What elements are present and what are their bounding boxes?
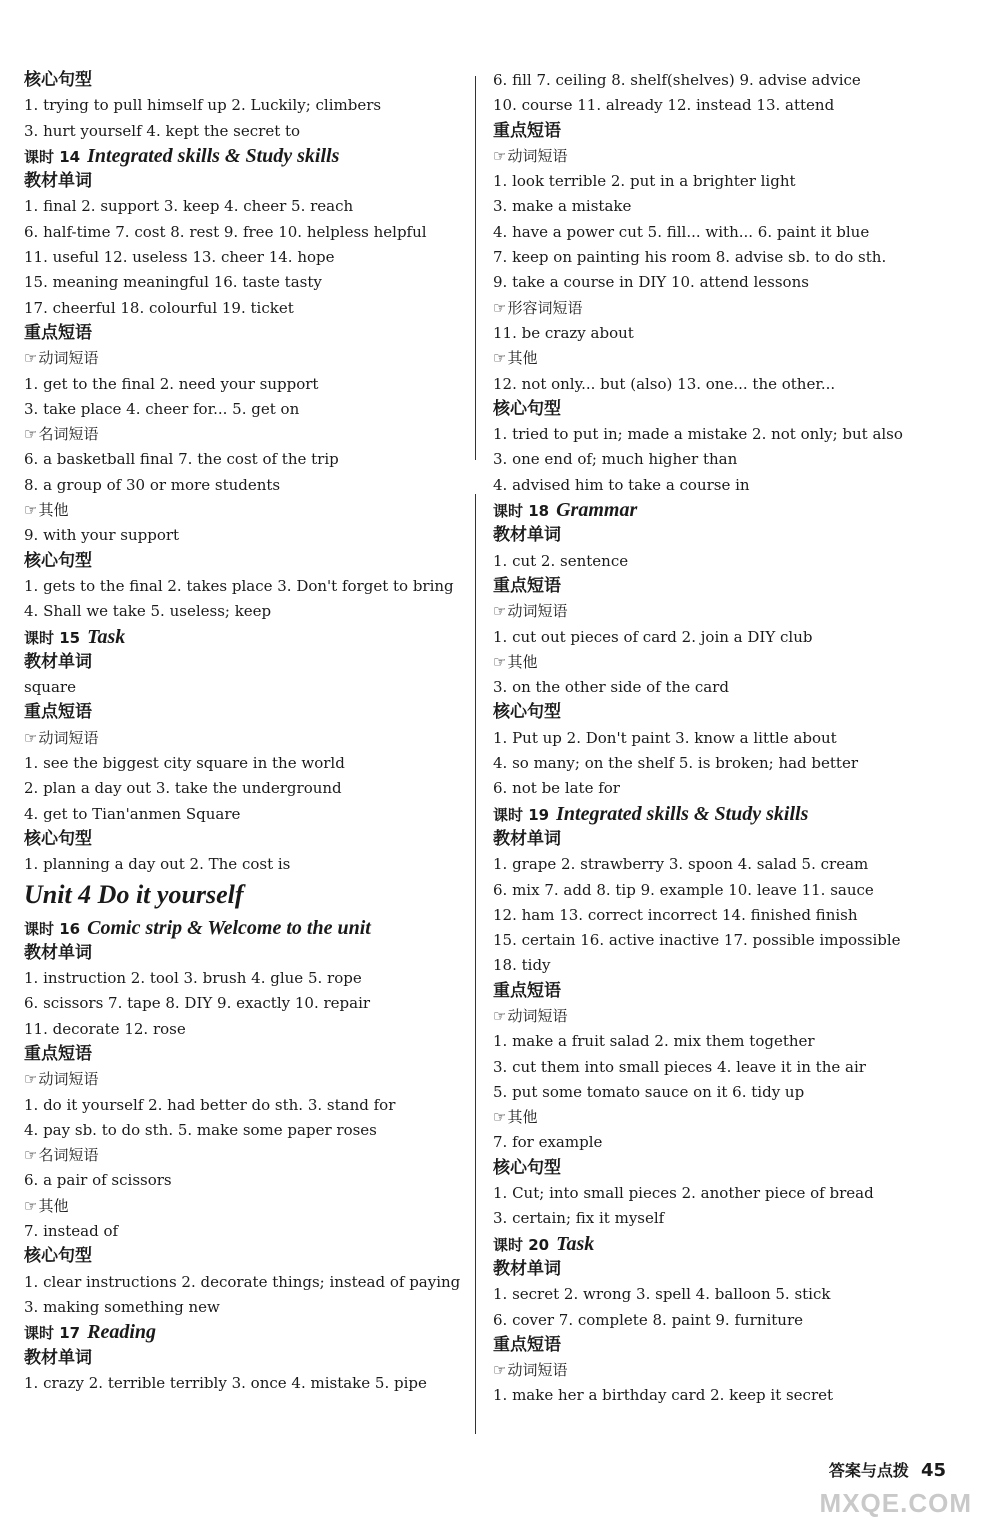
lesson-name: Task xyxy=(556,1232,595,1255)
lesson-name: Integrated skills & Study skills xyxy=(87,144,340,167)
pointing-hand-icon: ☞ xyxy=(493,1108,507,1127)
answer-line: 9. take a course in DIY 10. attend lessons xyxy=(493,273,809,292)
pointing-hand-icon: ☞ xyxy=(24,1070,38,1089)
answer-line: 17. cheerful 18. colourful 19. ticket xyxy=(24,298,294,317)
answer-line: 3. take place 4. cheer for... 5. get on xyxy=(24,399,300,418)
lesson-label: 课时 17 xyxy=(24,1324,81,1343)
section-heading: 核心句型 xyxy=(24,828,92,849)
lesson-title xyxy=(24,916,464,941)
answer-line: 10. course 11. already 12. instead 13. attend xyxy=(493,96,835,115)
subsection-heading xyxy=(24,1194,464,1219)
section-heading: 核心句型 xyxy=(24,70,92,90)
answer-line: 3. on the other side of the card xyxy=(493,678,729,697)
answer-line: 15. certain 16. active inactive 17. possible impossible xyxy=(493,931,901,950)
answer-line: 1. look terrible 2. put in a brighter light xyxy=(493,172,796,191)
answer-line: 3. one end of; much higher than xyxy=(493,450,738,469)
section-heading: 教材单词 xyxy=(493,525,561,546)
answer-line: 18. tidy xyxy=(493,956,551,975)
subsection-heading xyxy=(493,346,963,371)
section-heading: 重点短语 xyxy=(493,1334,561,1355)
answer-line: 4. get to Tian'anmen Square xyxy=(24,804,241,823)
lesson-title xyxy=(493,498,963,523)
subsection-heading xyxy=(493,599,963,624)
lesson-label: 课时 15 xyxy=(24,628,81,647)
pointing-hand-icon: ☞ xyxy=(493,298,507,317)
answer-line: 1. secret 2. wrong 3. spell 4. balloon 5. stick xyxy=(493,1285,831,1304)
answer-line: 1. get to the final 2. need your support xyxy=(24,374,319,393)
lesson-name: Grammar xyxy=(556,499,638,522)
answer-line: 3. hurt yourself 4. kept the secret to xyxy=(24,121,301,140)
section-heading: 教材单词 xyxy=(24,651,92,672)
pointing-hand-icon: ☞ xyxy=(493,1361,507,1380)
answer-line: 6. mix 7. add 8. tip 9. example 10. leave 11. sauce xyxy=(493,880,874,899)
subsection-heading xyxy=(24,1067,464,1092)
section-heading: 重点短语 xyxy=(493,575,561,596)
answer-line: 1. gets to the final 2. takes place 3. Don't forget to bring xyxy=(24,576,454,595)
subsection-heading xyxy=(493,650,963,675)
answer-line: 4. Shall we take 5. useless; keep xyxy=(24,602,272,621)
subsection-label: 动词短语 xyxy=(38,1070,99,1089)
section-heading: 重点短语 xyxy=(493,120,561,141)
answer-line: 3. making something new xyxy=(24,1297,220,1316)
subsection-label: 动词短语 xyxy=(507,1006,568,1025)
page-footer xyxy=(829,1456,946,1486)
answer-line: 3. certain; fix it myself xyxy=(493,1209,665,1228)
watermark: MXQE.COM xyxy=(819,1488,972,1518)
lesson-name: Integrated skills & Study skills xyxy=(556,802,809,825)
answer-line: 5. put some tomato sauce on it 6. tidy up xyxy=(493,1082,805,1101)
answer-line: 11. useful 12. useless 13. cheer 14. hope xyxy=(24,248,335,267)
lesson-title xyxy=(493,802,963,827)
pointing-hand-icon: ☞ xyxy=(493,349,507,368)
pointing-hand-icon: ☞ xyxy=(493,1006,507,1025)
page-number: 45 xyxy=(920,1460,946,1481)
answer-line: 3. cut them into small pieces 4. leave it in the air xyxy=(493,1057,866,1076)
pointing-hand-icon: ☞ xyxy=(493,652,507,671)
lesson-label: 课时 19 xyxy=(493,805,550,824)
subsection-label: 动词短语 xyxy=(507,602,568,621)
section-heading: 重点短语 xyxy=(493,980,561,1001)
answer-line: 12. not only... but (also) 13. one... the other... xyxy=(493,374,836,393)
pointing-hand-icon: ☞ xyxy=(24,425,38,444)
pointing-hand-icon: ☞ xyxy=(24,1196,38,1215)
subsection-label: 其他 xyxy=(38,1196,69,1215)
lesson-name: Comic strip & Welcome to the unit xyxy=(87,916,371,939)
pointing-hand-icon: ☞ xyxy=(493,146,507,165)
subsection-label: 其他 xyxy=(507,349,538,368)
pointing-hand-icon: ☞ xyxy=(24,1146,38,1165)
subsection-heading xyxy=(493,1105,963,1130)
answer-line: square xyxy=(24,678,76,697)
subsection-label: 名词短语 xyxy=(38,1146,99,1165)
answer-line: 1. final 2. support 3. keep 4. cheer 5. reach xyxy=(24,197,354,216)
right-column xyxy=(493,68,963,1409)
answer-line: 15. meaning meaningful 16. taste tasty xyxy=(24,273,322,292)
subsection-heading xyxy=(24,346,464,371)
answer-line: 9. with your support xyxy=(24,526,180,545)
subsection-label: 其他 xyxy=(507,1108,538,1127)
pointing-hand-icon: ☞ xyxy=(493,602,507,621)
pointing-hand-icon: ☞ xyxy=(24,349,38,368)
subsection-label: 动词短语 xyxy=(507,1361,568,1380)
section-heading: 核心句型 xyxy=(24,1246,92,1267)
lesson-title xyxy=(493,1232,963,1257)
lesson-title xyxy=(24,625,464,650)
answer-line: 11. decorate 12. rose xyxy=(24,1019,186,1038)
column-divider-top xyxy=(475,76,476,460)
subsection-heading xyxy=(493,144,963,169)
section-heading: 核心句型 xyxy=(493,1157,561,1178)
answer-line: 4. so many; on the shelf 5. is broken; had better xyxy=(493,754,858,773)
section-heading: 教材单词 xyxy=(493,1258,561,1279)
subsection-heading xyxy=(24,422,464,447)
answer-line: 1. do it yourself 2. had better do sth. 3. stand for xyxy=(24,1095,396,1114)
answer-line: 1. planning a day out 2. The cost is xyxy=(24,855,291,874)
lesson-title xyxy=(24,1320,464,1345)
section-heading: 重点短语 xyxy=(24,322,92,343)
subsection-heading xyxy=(493,1358,963,1383)
subsection-label: 动词短语 xyxy=(507,146,568,165)
subsection-heading xyxy=(493,296,963,321)
subsection-heading xyxy=(24,1143,464,1168)
pointing-hand-icon: ☞ xyxy=(24,501,38,520)
subsection-heading xyxy=(493,1004,963,1029)
answer-line: 6. scissors 7. tape 8. DIY 9. exactly 10. repair xyxy=(24,994,371,1013)
answer-line: 1. tried to put in; made a mistake 2. not only; but also xyxy=(493,425,903,444)
subsection-label: 形容词短语 xyxy=(507,298,583,317)
section-heading: 核心句型 xyxy=(24,550,92,571)
answer-line: 8. a group of 30 or more students xyxy=(24,475,281,494)
answer-line: 1. cut 2. sentence xyxy=(493,551,629,570)
lesson-name: Task xyxy=(87,625,126,648)
left-column xyxy=(24,68,464,1396)
answer-line: 1. clear instructions 2. decorate things; instead of paying xyxy=(24,1272,461,1291)
answer-line: 6. a basketball final 7. the cost of the trip xyxy=(24,450,339,469)
answer-line: 4. have a power cut 5. fill... with... 6. paint it blue xyxy=(493,222,870,241)
answer-line: 4. pay sb. to do sth. 5. make some paper roses xyxy=(24,1120,377,1139)
pointing-hand-icon: ☞ xyxy=(24,728,38,747)
lesson-title xyxy=(24,144,464,169)
answer-line: 2. plan a day out 3. take the underground xyxy=(24,779,342,798)
lesson-label: 课时 16 xyxy=(24,919,81,938)
answer-line: 1. instruction 2. tool 3. brush 4. glue 5. rope xyxy=(24,969,362,988)
lesson-label: 课时 20 xyxy=(493,1235,550,1254)
subsection-label: 其他 xyxy=(507,652,538,671)
footer-title: 答案与点拨 xyxy=(828,1461,909,1480)
answer-line: 1. grape 2. strawberry 3. spoon 4. salad 5. cream xyxy=(493,855,869,874)
answer-line: 12. ham 13. correct incorrect 14. finished finish xyxy=(493,905,858,924)
answer-line: 1. crazy 2. terrible terribly 3. once 4. mistake 5. pipe xyxy=(24,1373,427,1392)
section-heading: 教材单词 xyxy=(24,1347,92,1368)
answer-line: 1. Put up 2. Don't paint 3. know a little about xyxy=(493,728,837,747)
answer-line: 7. for example xyxy=(493,1133,603,1152)
section-heading: 核心句型 xyxy=(493,398,561,419)
answer-line: 6. fill 7. ceiling 8. shelf(shelves) 9. advise advice xyxy=(493,71,861,89)
subsection-label: 名词短语 xyxy=(38,425,99,444)
answer-line: 11. be crazy about xyxy=(493,323,634,342)
unit-title: Unit 4 Do it yourself xyxy=(24,879,244,909)
answer-line: 1. trying to pull himself up 2. Luckily; climbers xyxy=(24,96,382,115)
answer-line: 6. a pair of scissors xyxy=(24,1171,172,1190)
answer-line: 6. half-time 7. cost 8. rest 9. free 10. helpless helpful xyxy=(24,222,427,241)
answer-line: 6. cover 7. complete 8. paint 9. furniture xyxy=(493,1310,804,1329)
answer-line: 4. advised him to take a course in xyxy=(493,475,750,494)
answer-line: 3. make a mistake xyxy=(493,197,632,216)
answer-line: 1. Cut; into small pieces 2. another piece of bread xyxy=(493,1184,874,1203)
answer-line: 1. make a fruit salad 2. mix them together xyxy=(493,1032,815,1051)
section-heading: 重点短语 xyxy=(24,702,92,723)
subsection-heading xyxy=(24,498,464,523)
section-heading: 教材单词 xyxy=(493,828,561,849)
answer-line: 6. not be late for xyxy=(493,779,620,798)
subsection-heading xyxy=(24,726,464,751)
subsection-label: 动词短语 xyxy=(38,349,99,368)
answer-line: 1. make her a birthday card 2. keep it secret xyxy=(493,1386,834,1405)
section-heading: 教材单词 xyxy=(24,171,92,192)
column-divider-bottom xyxy=(475,494,476,1434)
answer-line: 1. see the biggest city square in the world xyxy=(24,754,345,773)
section-heading: 核心句型 xyxy=(493,702,561,723)
lesson-label: 课时 14 xyxy=(24,147,81,166)
lesson-name: Reading xyxy=(87,1321,157,1344)
section-heading: 教材单词 xyxy=(24,942,92,963)
answer-line: 1. cut out pieces of card 2. join a DIY club xyxy=(493,627,813,646)
subsection-label: 动词短语 xyxy=(38,728,99,747)
answer-line: 7. keep on painting his room 8. advise sb. to do sth. xyxy=(493,248,887,267)
section-heading: 重点短语 xyxy=(24,1043,92,1064)
subsection-label: 其他 xyxy=(38,501,69,520)
lesson-label: 课时 18 xyxy=(493,502,550,521)
answer-line: 7. instead of xyxy=(24,1222,119,1241)
